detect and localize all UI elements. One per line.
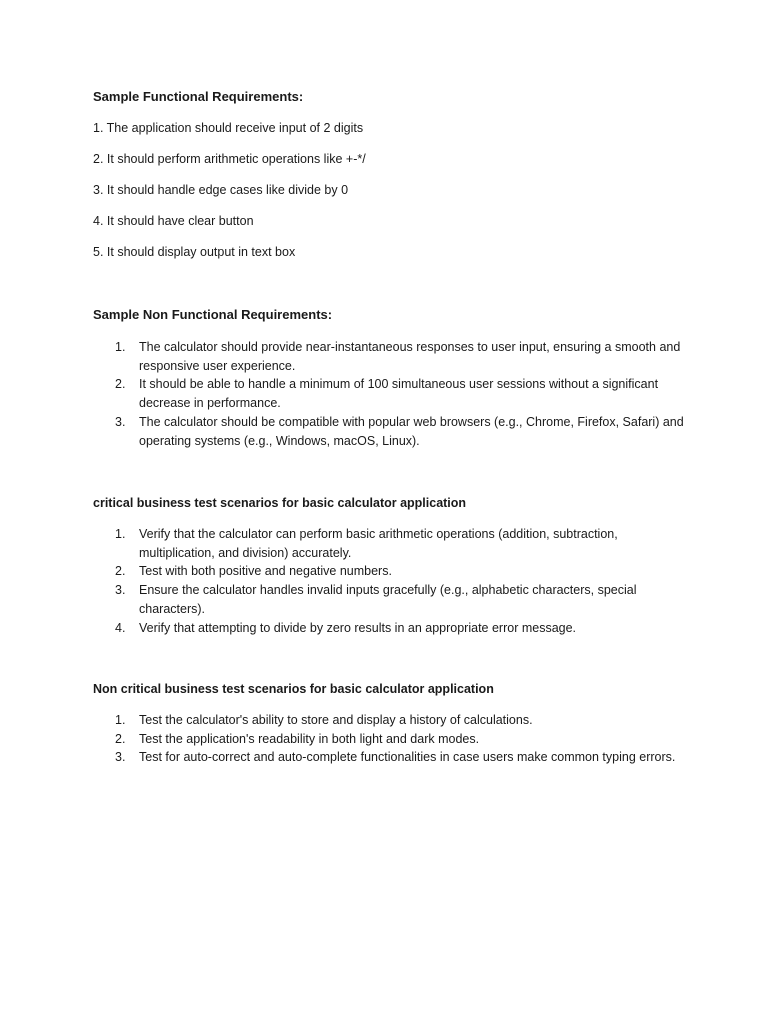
non-functional-list — [93, 338, 693, 450]
list-item-number: 1. — [115, 340, 126, 354]
list-item-text: The calculator should provide near-instantaneous responses to user input, ensuring a smooth and responsive user experience. — [139, 340, 681, 373]
non-critical-scenarios-heading: Non critical business test scenarios for basic calculator application — [93, 682, 494, 696]
list-item-number: 1. — [115, 713, 126, 727]
list-item-text: Test the calculator's ability to store and display a history of calculations. — [139, 713, 533, 727]
functional-item-4: 4. It should have clear button — [93, 214, 254, 228]
list-item-number: 2. — [115, 377, 126, 392]
list-item-text: The calculator should be compatible with popular web browsers (e.g., Chrome, Firefox, Safari) and operating systems (e.g., Windows, macOS, Linux). — [139, 414, 684, 448]
non-critical-scenarios-list — [93, 711, 693, 767]
list-item — [93, 375, 693, 412]
list-item-text: Verify that the calculator can perform basic arithmetic operations (addition, subtraction, multiplication, and division) accurately. — [139, 527, 618, 560]
list-item-text: Verify that attempting to divide by zero results in an appropriate error message. — [139, 620, 577, 635]
list-item-text: Ensure the calculator handles invalid inputs gracefully (e.g., alphabetic characters, special characters). — [139, 583, 637, 616]
functional-item-1: 1. The application should receive input of 2 digits — [93, 121, 364, 135]
list-item-number: 4. — [115, 620, 126, 635]
list-item-number: 3. — [115, 414, 126, 429]
list-item-text: Test for auto-correct and auto-complete functionalities in case users make common typing errors. — [139, 750, 676, 765]
non-functional-requirements-heading: Sample Non Functional Requirements: — [93, 307, 333, 322]
list-item — [93, 748, 693, 767]
list-item-number: 3. — [115, 583, 126, 598]
list-item-text: Test with both positive and negative numbers. — [139, 564, 392, 579]
list-item — [93, 525, 693, 562]
list-item-text: Test the application's readability in both light and dark modes. — [139, 731, 480, 746]
list-item-number: 2. — [115, 564, 126, 579]
list-item — [93, 619, 693, 638]
list-item — [93, 338, 693, 375]
list-item-number: 2. — [115, 731, 126, 746]
functional-item-2: 2. It should perform arithmetic operations like +-*/ — [93, 152, 366, 166]
list-item — [93, 562, 693, 581]
list-item-number: 1. — [115, 527, 126, 541]
functional-item-3: 3. It should handle edge cases like divide by 0 — [93, 183, 349, 197]
list-item — [93, 730, 693, 749]
list-item — [93, 711, 693, 730]
functional-item-5: 5. It should display output in text box — [93, 245, 296, 259]
list-item — [93, 413, 693, 450]
functional-requirements-heading: Sample Functional Requirements: — [93, 89, 304, 104]
list-item — [93, 581, 693, 618]
list-item-number: 3. — [115, 750, 126, 765]
list-item-text: It should be able to handle a minimum of 100 simultaneous user sessions without a significant decrease in performance. — [139, 377, 659, 411]
critical-scenarios-heading: critical business test scenarios for basic calculator application — [93, 496, 467, 510]
critical-scenarios-list — [93, 525, 693, 637]
